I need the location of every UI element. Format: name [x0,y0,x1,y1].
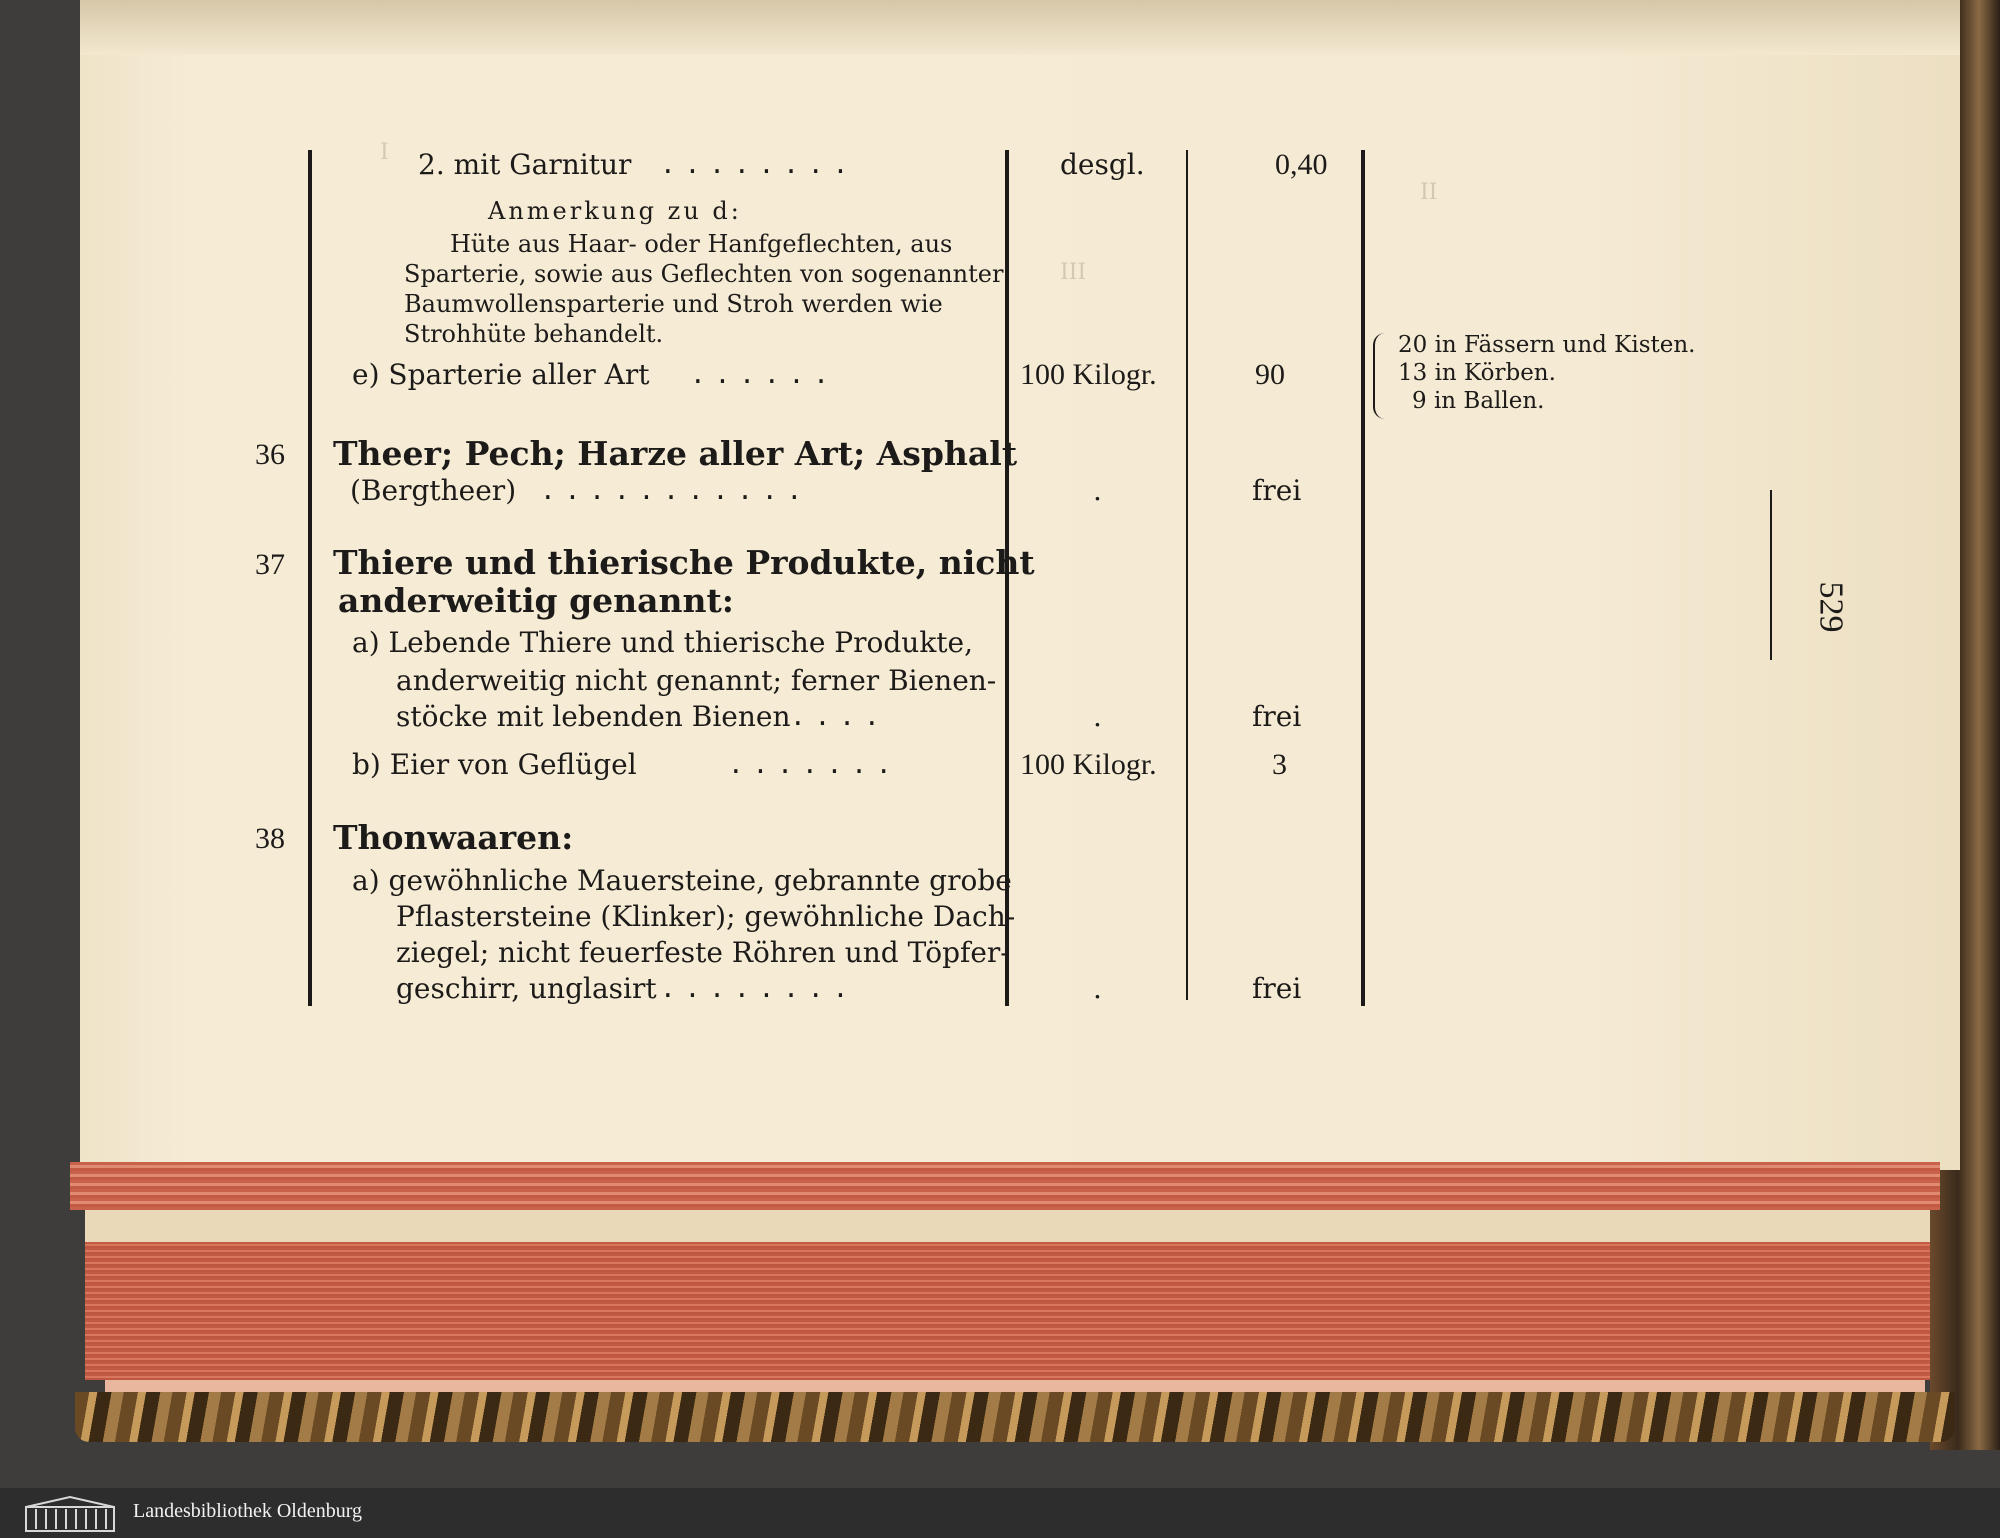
leader-dots: ....... [728,750,901,780]
row-label: geschirr, unglasirt [396,972,657,1005]
unit-cell: . [1093,474,1102,507]
page-edge-cream [85,1210,1930,1242]
row-label: (Bergtheer) [350,474,517,507]
note-line: Sparterie, sowie aus Geflechten von sogenannter [404,260,1004,288]
show-through: II [1420,180,1438,205]
leader-dots: .... [790,702,889,732]
tariff-heading: Theer; Pech; Harze aller Art; Asphalt [333,434,1018,473]
leader-dots: ........ [660,974,858,1004]
page-number: 529 [1812,581,1850,633]
rate-cell: frei [1252,700,1302,733]
library-name[interactable]: Landesbibliothek Oldenburg [133,1500,363,1522]
unit-cell: . [1093,972,1102,1005]
unit-cell: 100 Kilogr. [1020,748,1157,781]
tariff-heading: anderweitig genannt: [338,581,734,620]
tariff-number: 36 [255,438,285,471]
rate-cell: frei [1252,474,1302,507]
row-label: e) Sparterie aller Art [352,358,650,391]
leader-dots: ........... [540,476,812,506]
table-rule-rate [1361,150,1365,1006]
page-edge-block [85,1242,1930,1380]
unit-cell: 100 Kilogr. [1020,358,1157,391]
row-label: b) Eier von Geflügel [352,748,637,781]
row-label: Pflastersteine (Klinker); gewöhnliche Dach- [396,900,1016,933]
rate-cell: 0,40 [1275,148,1328,181]
unit-cell: desgl. [1060,148,1145,181]
note-line: Strohhüte behandelt. [404,320,664,348]
rate-cell: 90 [1255,358,1285,391]
row-label: anderweitig nicht genannt; ferner Bienen- [396,664,997,697]
rate-cell: frei [1252,972,1302,1005]
library-logo-icon [20,1495,120,1533]
page-fold-shadow [80,0,1960,55]
row-label: stöcke mit lebenden Bienen [396,700,791,733]
table-rule-unit [1186,150,1188,1000]
tariff-number: 37 [255,548,285,581]
tariff-heading: Thiere und thierische Produkte, nicht [333,543,1035,582]
leader-dots: ........ [660,150,858,180]
table-rule-left [308,150,312,1006]
row-label: ziegel; nicht feuerfeste Röhren und Töpfer- [396,936,1010,969]
show-through: I [380,140,389,165]
tariff-heading: Thonwaaren: [333,818,574,857]
tara-note: 9 in Ballen. [1412,388,1545,414]
margin-rule [1770,490,1772,660]
note-line: Hüte aus Haar- oder Hanfgeflechten, aus [450,230,953,258]
brace [1373,333,1389,419]
note-title: Anmerkung zu d: [488,197,742,225]
note-line: Baumwollensparterie und Stroh werden wie [404,290,943,318]
tara-note: 13 in Körben. [1398,360,1556,386]
page-edge-top [70,1162,1940,1210]
tara-note: 20 in Fässern und Kisten. [1398,332,1696,358]
row-label: 2. mit Garnitur [418,148,632,181]
unit-cell: . [1093,700,1102,733]
row-label: a) gewöhnliche Mauersteine, gebrannte grobe [352,864,1012,897]
tariff-number: 38 [255,822,285,855]
show-through: III [1060,260,1087,285]
page-edge-stripe [105,1380,1925,1392]
row-label: a) Lebende Thiere und thierische Produkte, [352,626,974,659]
rate-cell: 3 [1272,748,1287,781]
marbled-cover [75,1392,1955,1442]
leader-dots: ...... [690,360,838,390]
